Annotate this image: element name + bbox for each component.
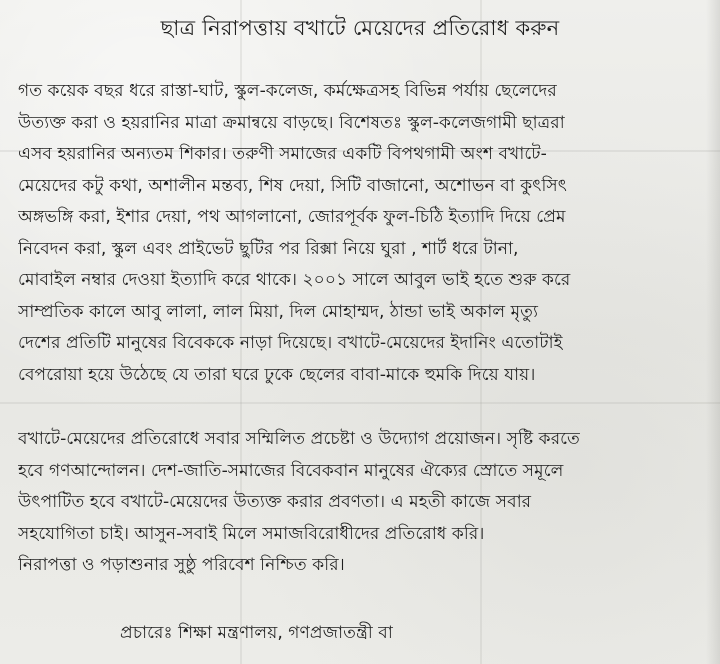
paragraph-line: দেশের প্রতিটি মানুষের বিবেককে নাড়া দিয়েছে। বখাটে-মেয়েদের ইদানিং এতোটাই (18, 333, 563, 353)
paragraph-line: গত কয়েক বছর ধরে রাস্তা-ঘাট, স্কুল-কলেজ, কর্মক্ষেত্রসহ বিভিন্ন পর্যায় ছেলেদের (18, 81, 557, 101)
paragraph-line: মোবাইল নম্বার দেওয়া ইত্যাদি করে থাকে। ২০০১ সালে আবুল ভাই হতে শুরু করে (18, 270, 571, 290)
paragraph-1 (18, 76, 708, 391)
publisher-footer: প্রচারেঃ শিক্ষা মন্ত্রণালয়, গণপ্রজাতন্ত্রী বা (120, 623, 393, 643)
paper-edge-shadow (706, 0, 720, 664)
paragraph-line: নিরাপত্তা ও পড়াশুনার সুষ্ঠু পরিবেশ নিশ্চিত করি। (18, 555, 345, 575)
paragraph-line: সাম্প্রতিক কালে আবু লালা, লাল মিয়া, দিল মোহাম্মদ, ঠান্ডা ভাই অকাল মৃত্যু (18, 301, 539, 322)
paragraph-line: নিবেদন করা, স্কুল এবং প্রাইভেট ছুটির পর রিক্সা নিয়ে ঘুরা , শার্ট ধরে টানা, (18, 238, 519, 259)
paragraph-line: সহযোগিতা চাই। আসুন-সবাই মিলে সমাজবিরোধীদের প্রতিরোধ করি। (18, 523, 485, 544)
paragraph-line: বেপরোয়া হয়ে উঠেছে যে তারা ঘরে ঢুকে ছেলের বাবা-মাকে হুমকি দিয়ে যায়। (18, 364, 536, 385)
paper-fold-line (0, 402, 720, 404)
paragraph-line: বখাটে-মেয়েদের প্রতিরোধে সবার সম্মিলিত প্রচেষ্টা ও উদ্যোগ প্রয়োজন। সৃষ্টি করতে (18, 429, 580, 449)
paragraph-line: মেয়েদের কটু কথা, অশালীন মন্তব্য, শিষ দেয়া, সিটি বাজানো, অশোভন বা কুৎসিৎ (18, 175, 567, 196)
paragraph-line: হবে গণআন্দোলন। দেশ-জাতি-সমাজের বিবেকবান মানুষের ঐক্যের স্রোতে সমূলে (18, 460, 564, 481)
paragraph-line: অঙ্গভঙ্গি করা, ইশার দেয়া, পথ আগলানো, জোরপূর্বক ফুল-চিঠি ইত্যাদি দিয়ে প্রেম (18, 207, 566, 227)
paragraph-line: এসব হয়রানির অন্যতম শিকার। তরুণী সমাজের একটি বিপথগামী অংশ বখাটে- (18, 144, 547, 164)
document-title: ছাত্র নিরাপত্তায় বখাটে মেয়েদের প্রতিরোধ করুন (160, 16, 560, 40)
paragraph-line: উত্যক্ত করা ও হয়রানির মাত্রা ক্রমান্বয়ে বাড়ছে। বিশেষতঃ স্কুল-কলেজগামী ছাত্ররা (18, 112, 565, 133)
paragraph-line: উৎপাটিত হবে বখাটে-মেয়েদের উত্যক্ত করার প্রবণতা। এ মহতী কাজে সবার (18, 492, 532, 512)
paragraph-2 (18, 424, 708, 582)
